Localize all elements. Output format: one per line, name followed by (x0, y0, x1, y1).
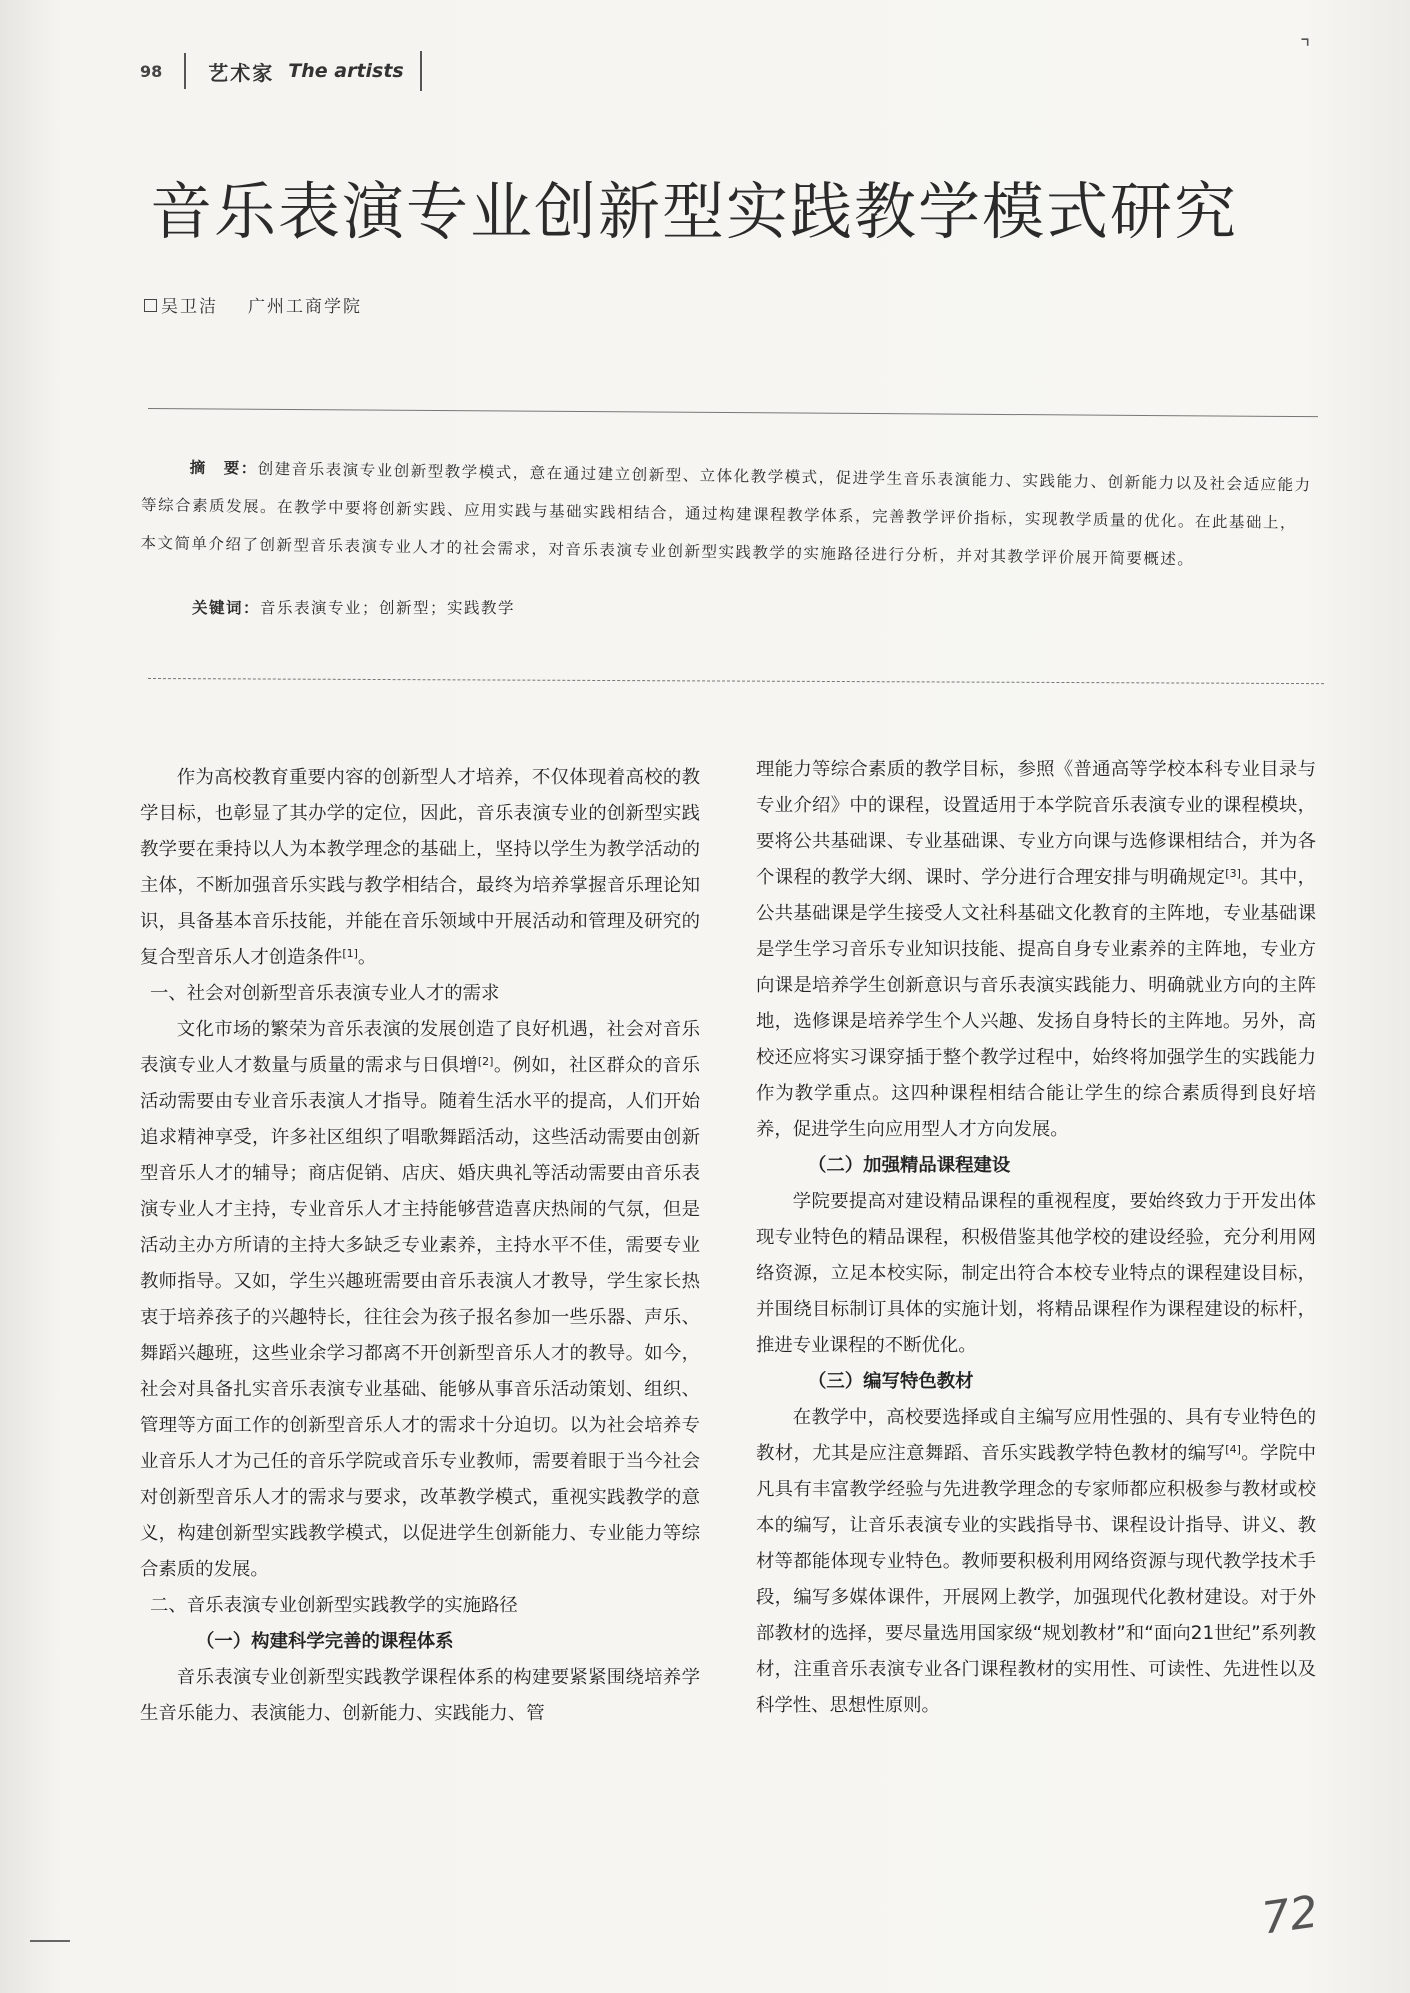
paragraph (140, 1012, 700, 1588)
paragraph-text: 文化市场的繁荣为音乐表演的发展创造了良好机遇，社会对音乐表演专业人才数量与质量的需求与日俱增 (140, 1019, 700, 1076)
author-line (144, 292, 362, 317)
citation: [3] (1225, 867, 1241, 880)
article-title: 音乐表演专业创新型实践教学模式研究 (150, 175, 1239, 248)
paragraph (756, 1400, 1316, 1724)
citation: [4] (1225, 1443, 1241, 1456)
paragraph-text: 在教学中，高校要选择或自主编写应用性强的、具有专业特色的教材，尤其是应注意舞蹈、音乐实践教学特色教材的编写 (756, 1407, 1316, 1464)
paragraph-text: 。例如，社区群众的音乐活动需要由专业音乐表演人才指导。随着生活水平的提高，人们开始追求精神享受，许多社区组织了唱歌舞蹈活动，这些活动需要由创新型音乐人才的辅导；商店促销、店庆、婚庆典礼等活动需要由音乐表演专业人才主持，专业音乐人才主持能够营造喜庆热闹的气氛，但是活动主办方所请的主持大多缺乏专业素养，主持水平不佳，需要专业教师指导。又如，学生兴趣班需要由音乐表演人才教导，学生家长热衷于培养孩子的兴趣特长，往往会为孩子报名参加一些乐器、声乐、舞蹈兴趣班，这些业余学习都离不开创新型音乐人才的教导。如今，社会对具备扎实音乐表演专业基础、能够从事音乐活动策划、组织、管理等方面工作的创新型音乐人才的需求十分迫切。以为社会培养专业音乐人才为己任的音乐学院或音乐专业教师，需要着眼于当今社会对创新型音乐人才的需求与要求，改革教学模式，重视实践教学的意义，构建创新型实践教学模式，以促进学生创新能力、专业能力等综合素质的发展。 (140, 1055, 700, 1580)
paragraph-text: 。其中，公共基础课是学生接受人文社科基础文化教育的主阵地，专业基础课是学生学习音乐专业知识技能、提高自身专业素养的主阵地，专业方向课是培养学生创新意识与音乐表演实践能力、明确就业方向的主阵地，选修课是培养学生个人兴趣、发扬自身特长的主阵地。另外，高校还应将实习课穿插于整个教学过程中，始终将加强学生的实践能力作为教学重点。这四种课程相结合能让学生的综合素质得到良好培养，促进学生向应用型人才方向发展。 (756, 867, 1316, 1140)
keywords-text: 音乐表演专业；创新型；实践教学 (260, 599, 516, 617)
subsection-heading: （二）加强精品课程建设 (808, 1155, 1011, 1176)
section-heading: 一、社会对创新型音乐表演专业人才的需求 (150, 983, 500, 1004)
author-name: 吴卫洁 (161, 297, 218, 317)
abstract-text: 创建音乐表演专业创新型教学模式，意在通过建立创新型、立体化教学模式，促进学生音乐表演能力、实践能力、创新能力以及社会适应能力等综合素质发展。在教学中要将创新实践、应用实践与基础实践相结合，通过构建课程教学体系，完善教学评价指标，实现教学质量的优化。在此基础上，本文简单介绍了创新型音乐表演专业人才的社会需求，对音乐表演专业创新型实践教学的实施路径进行分析，并对其教学评价展开简要概述。 (140, 459, 1312, 569)
paragraph (140, 760, 700, 976)
section-heading: 二、音乐表演专业创新型实践教学的实施路径 (150, 1595, 518, 1616)
journal-name-en: The artists (288, 60, 404, 82)
page-number: 98 (140, 61, 163, 81)
citation: [1] (342, 947, 358, 960)
subsection-heading: （一）构建科学完善的课程体系 (196, 1631, 454, 1652)
scan-corner-mark: ⌝ (1300, 36, 1311, 61)
author-box-icon (144, 299, 157, 312)
abstract (140, 448, 1314, 580)
handwritten-page-note: 72 (1258, 1886, 1322, 1945)
paragraph-text: 。 (357, 947, 377, 968)
paragraph-text: 理能力等综合素质的教学目标，参照《普通高等学校本科专业目录与专业介绍》中的课程，设置适用于本学院音乐表演专业的课程模块，要将公共基础课、专业基础课、专业方向课与选修课相结合，并为各个课程的教学大纲、课时、学分进行合理安排与明确规定 (756, 759, 1316, 888)
citation: [2] (477, 1055, 494, 1068)
paragraph-text: 。学院中凡具有丰富教学经验与先进教学理念的专家师都应积极参与教材或校本的编写，让音乐表演专业的实践指导书、课程设计指导、讲义、教材等都能体现专业特色。教师要积极利用网络资源与现代教学技术手段，编写多媒体课件，开展网上教学，加强现代化教材建设。对于外部教材的选择，要尽量选用国家级“规划教材”和“面向21世纪”系列教材，注重音乐表演专业各门课程教材的实用性、可读性、先进性以及科学性、思想性原则。 (756, 1443, 1316, 1716)
header-divider (420, 51, 422, 91)
paragraph-text: 作为高校教育重要内容的创新型人才培养，不仅体现着高校的教学目标，也彰显了其办学的定位，因此，音乐表演专业的创新型实践教学要在秉持以人为本教学理念的基础上，坚持以学生为教学活动的主体，不断加强音乐实践与教学相结合，最终为培养掌握音乐理论知识，具备基本音乐技能，并能在音乐领域中开展活动和管理及研究的复合型音乐人才创造条件 (140, 767, 700, 968)
journal-name: 艺术家 (208, 60, 275, 85)
scan-edge-mark (30, 1940, 70, 1942)
keywords (192, 596, 892, 618)
body-column-left (140, 760, 700, 1732)
running-header (140, 52, 422, 90)
body-column-right (756, 752, 1316, 1724)
author-affiliation: 广州工商学院 (248, 297, 362, 317)
paragraph (756, 752, 1316, 1148)
paragraph: 音乐表演专业创新型实践教学课程体系的构建要紧紧围绕培养学生音乐能力、表演能力、创新能力、实践能力、管 (140, 1667, 700, 1724)
paragraph: 学院要提高对建设精品课程的重视程度，要始终致力于开发出体现专业特色的精品课程，积极借鉴其他学校的建设经验，充分利用网络资源，立足本校实际，制定出符合本校专业特点的课程建设目标，并围绕目标制订具体的实施计划，将精品课程作为课程建设的标杆，推进专业课程的不断优化。 (756, 1191, 1316, 1356)
subsection-heading: （三）编写特色教材 (808, 1371, 974, 1392)
header-divider (184, 53, 186, 89)
keywords-label: 关键词： (192, 598, 261, 617)
abstract-label: 摘 要： (189, 457, 258, 478)
